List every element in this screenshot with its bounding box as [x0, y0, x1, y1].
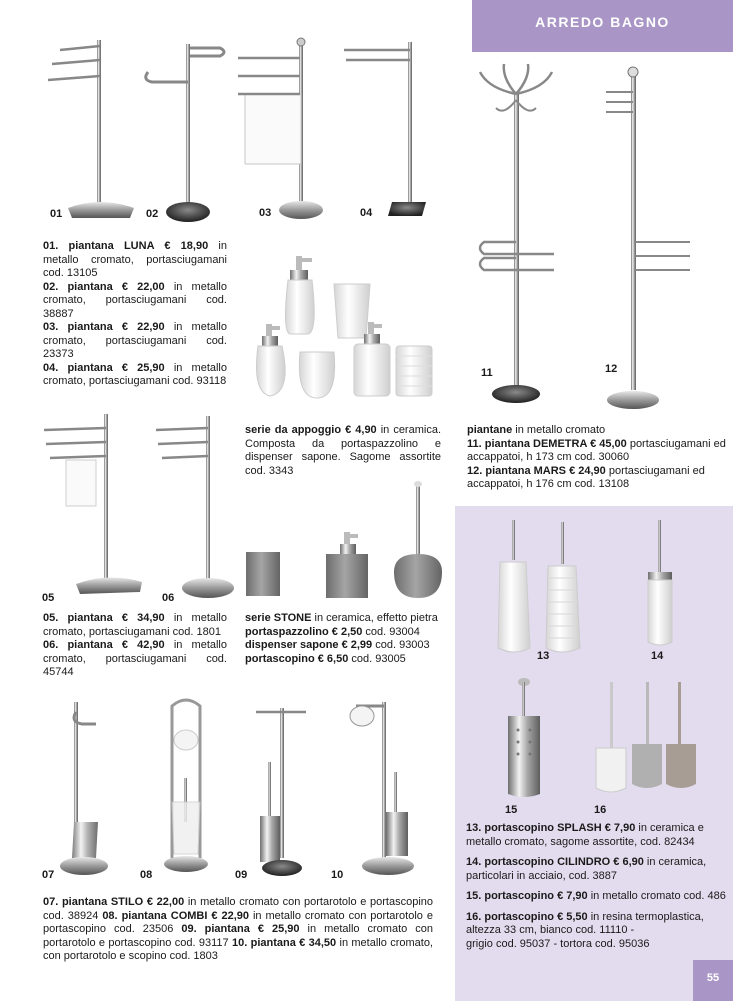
page-title: ARREDO BAGNO	[535, 14, 670, 30]
stone-item-3-text: cod. 93005	[348, 652, 406, 665]
item-number-13: 13	[537, 650, 550, 662]
towel-stands-05-06-image	[36, 412, 236, 602]
item-06-title: 06. piantana € 42,90	[43, 639, 165, 651]
item-07-title: 07. piantana STILO € 22,00	[43, 896, 185, 908]
item-number-03: 03	[259, 207, 272, 219]
item-09-text: in metallo cromato con portarotolo e portascopino cod. 93117	[43, 923, 433, 949]
ceramic-set-image	[250, 252, 440, 412]
item-16-title: 16. portascopino € 5,50	[466, 910, 588, 923]
item-number-10: 10	[331, 869, 344, 881]
stone-set-image	[244, 480, 450, 608]
description-07-10	[43, 896, 433, 964]
item-02-title: 02. piantana € 22,00	[43, 280, 165, 293]
item-number-02: 02	[146, 208, 159, 220]
item-06-text: in metallo cromato, portasciugamani cod. 45744	[43, 639, 227, 678]
item-13-title: 13. portascopino SPLASH € 7,90	[466, 822, 636, 834]
item-05-text: in metallo cromato, portasciugamani cod. 1801	[43, 612, 227, 638]
page-number: 55	[706, 972, 720, 984]
item-number-06: 06	[162, 592, 175, 604]
item-15-title: 15. portascopino € 7,90	[466, 890, 588, 902]
brush-holders-13-16-image	[490, 516, 720, 806]
item-number-12: 12	[605, 363, 618, 375]
item-number-05: 05	[42, 592, 55, 604]
item-10-text: in metallo cromato, con portarotolo e scopino cod. 1803	[43, 936, 433, 962]
item-09-title: 09. piantana € 25,90	[181, 923, 300, 935]
item-14-title: 14. portascopino CILINDRO € 6,90	[466, 856, 644, 868]
item-number-16: 16	[594, 804, 607, 816]
description-13-16	[466, 822, 728, 951]
item-number-04: 04	[360, 207, 373, 219]
item-01-title: 01. piantana LUNA € 18,90	[43, 240, 209, 252]
item-11-text: portasciugamani ed accappatoi, h 173 cm cod. 30060	[467, 437, 726, 463]
item-number-07: 07	[42, 869, 55, 881]
item-03-title: 03. piantana € 22,90	[43, 321, 165, 333]
appoggio-text: in ceramica. Composta da portaspazzolino e dispenser sapone. Sagome assortite cod. 3343	[245, 424, 441, 477]
description-05-06	[43, 612, 227, 680]
item-08-text: in metallo cromato con portarotolo e portascopino cod. 23506	[43, 909, 433, 935]
item-16-text-2: grigio cod. 95037 - tortora cod. 95036	[466, 937, 650, 950]
stone-item-1-text: cod. 93004	[362, 625, 420, 638]
item-number-15: 15	[505, 804, 518, 816]
item-15-text: in metallo cromato cod. 486	[587, 890, 726, 902]
appoggio-title: serie da appoggio € 4,90	[245, 424, 377, 436]
stone-text: in ceramica, effetto pietra	[311, 612, 438, 624]
item-12-text: portasciugamani ed accappatoi, h 176 cm cod. 13108	[467, 464, 705, 490]
description-stone	[245, 612, 445, 666]
stone-item-3-title: portascopino € 6,50	[245, 652, 349, 665]
item-14-text: in ceramica, particolari in acciaio, cod. 3887	[466, 856, 707, 882]
item-02-text: in metallo cromato, portasciugamani cod. 38887	[43, 280, 227, 320]
item-16-text: in resina termoplastica, altezza 33 cm, bianco cod. 11110 -	[466, 910, 704, 936]
towel-stands-01-04-image	[30, 36, 450, 226]
stone-item-2-text: cod. 93003	[372, 639, 430, 651]
item-04-title: 04. piantana € 25,90	[43, 361, 165, 374]
item-number-11: 11	[481, 367, 493, 379]
stone-item-1-title: portaspazzolino € 2,50	[245, 625, 363, 638]
coat-stands-11-12-image	[468, 60, 688, 420]
piantane-text: in metallo cromato	[512, 424, 606, 436]
item-12-title: 12. piantana MARS € 24,90	[467, 464, 606, 477]
item-01-text: in metallo cromato, portasciugamani cod. 13105	[43, 240, 227, 279]
item-11-title: 11. piantana DEMETRA € 45,00	[467, 437, 627, 450]
description-appoggio	[245, 424, 441, 478]
item-07-text: in metallo cromato con portarotolo e portascopino cod. 38924	[43, 896, 434, 922]
item-05-title: 05. piantana € 34,90	[43, 612, 165, 624]
item-03-text: in metallo cromato, portasciugamani cod. 23373	[43, 321, 227, 360]
item-number-08: 08	[140, 869, 153, 881]
item-13-text: in ceramica e metallo cromato, sagome assortite, cod. 82434	[466, 822, 704, 848]
item-number-01: 01	[50, 208, 63, 220]
description-11-12	[467, 424, 729, 492]
description-01-04	[43, 240, 227, 389]
item-10-title: 10. piantana € 34,50	[231, 936, 337, 949]
stone-item-2-title: dispenser sapone € 2,99	[245, 639, 373, 651]
piantane-title: piantane	[467, 424, 513, 436]
item-08-title: 08. piantana COMBI € 22,90	[102, 909, 249, 922]
item-number-14: 14	[651, 650, 664, 662]
item-number-09: 09	[235, 869, 248, 881]
item-04-text: in metallo cromato, portasciugamani cod. 93118	[43, 361, 227, 387]
stone-title: serie STONE	[245, 612, 312, 624]
toilet-stands-07-10-image	[44, 692, 440, 884]
